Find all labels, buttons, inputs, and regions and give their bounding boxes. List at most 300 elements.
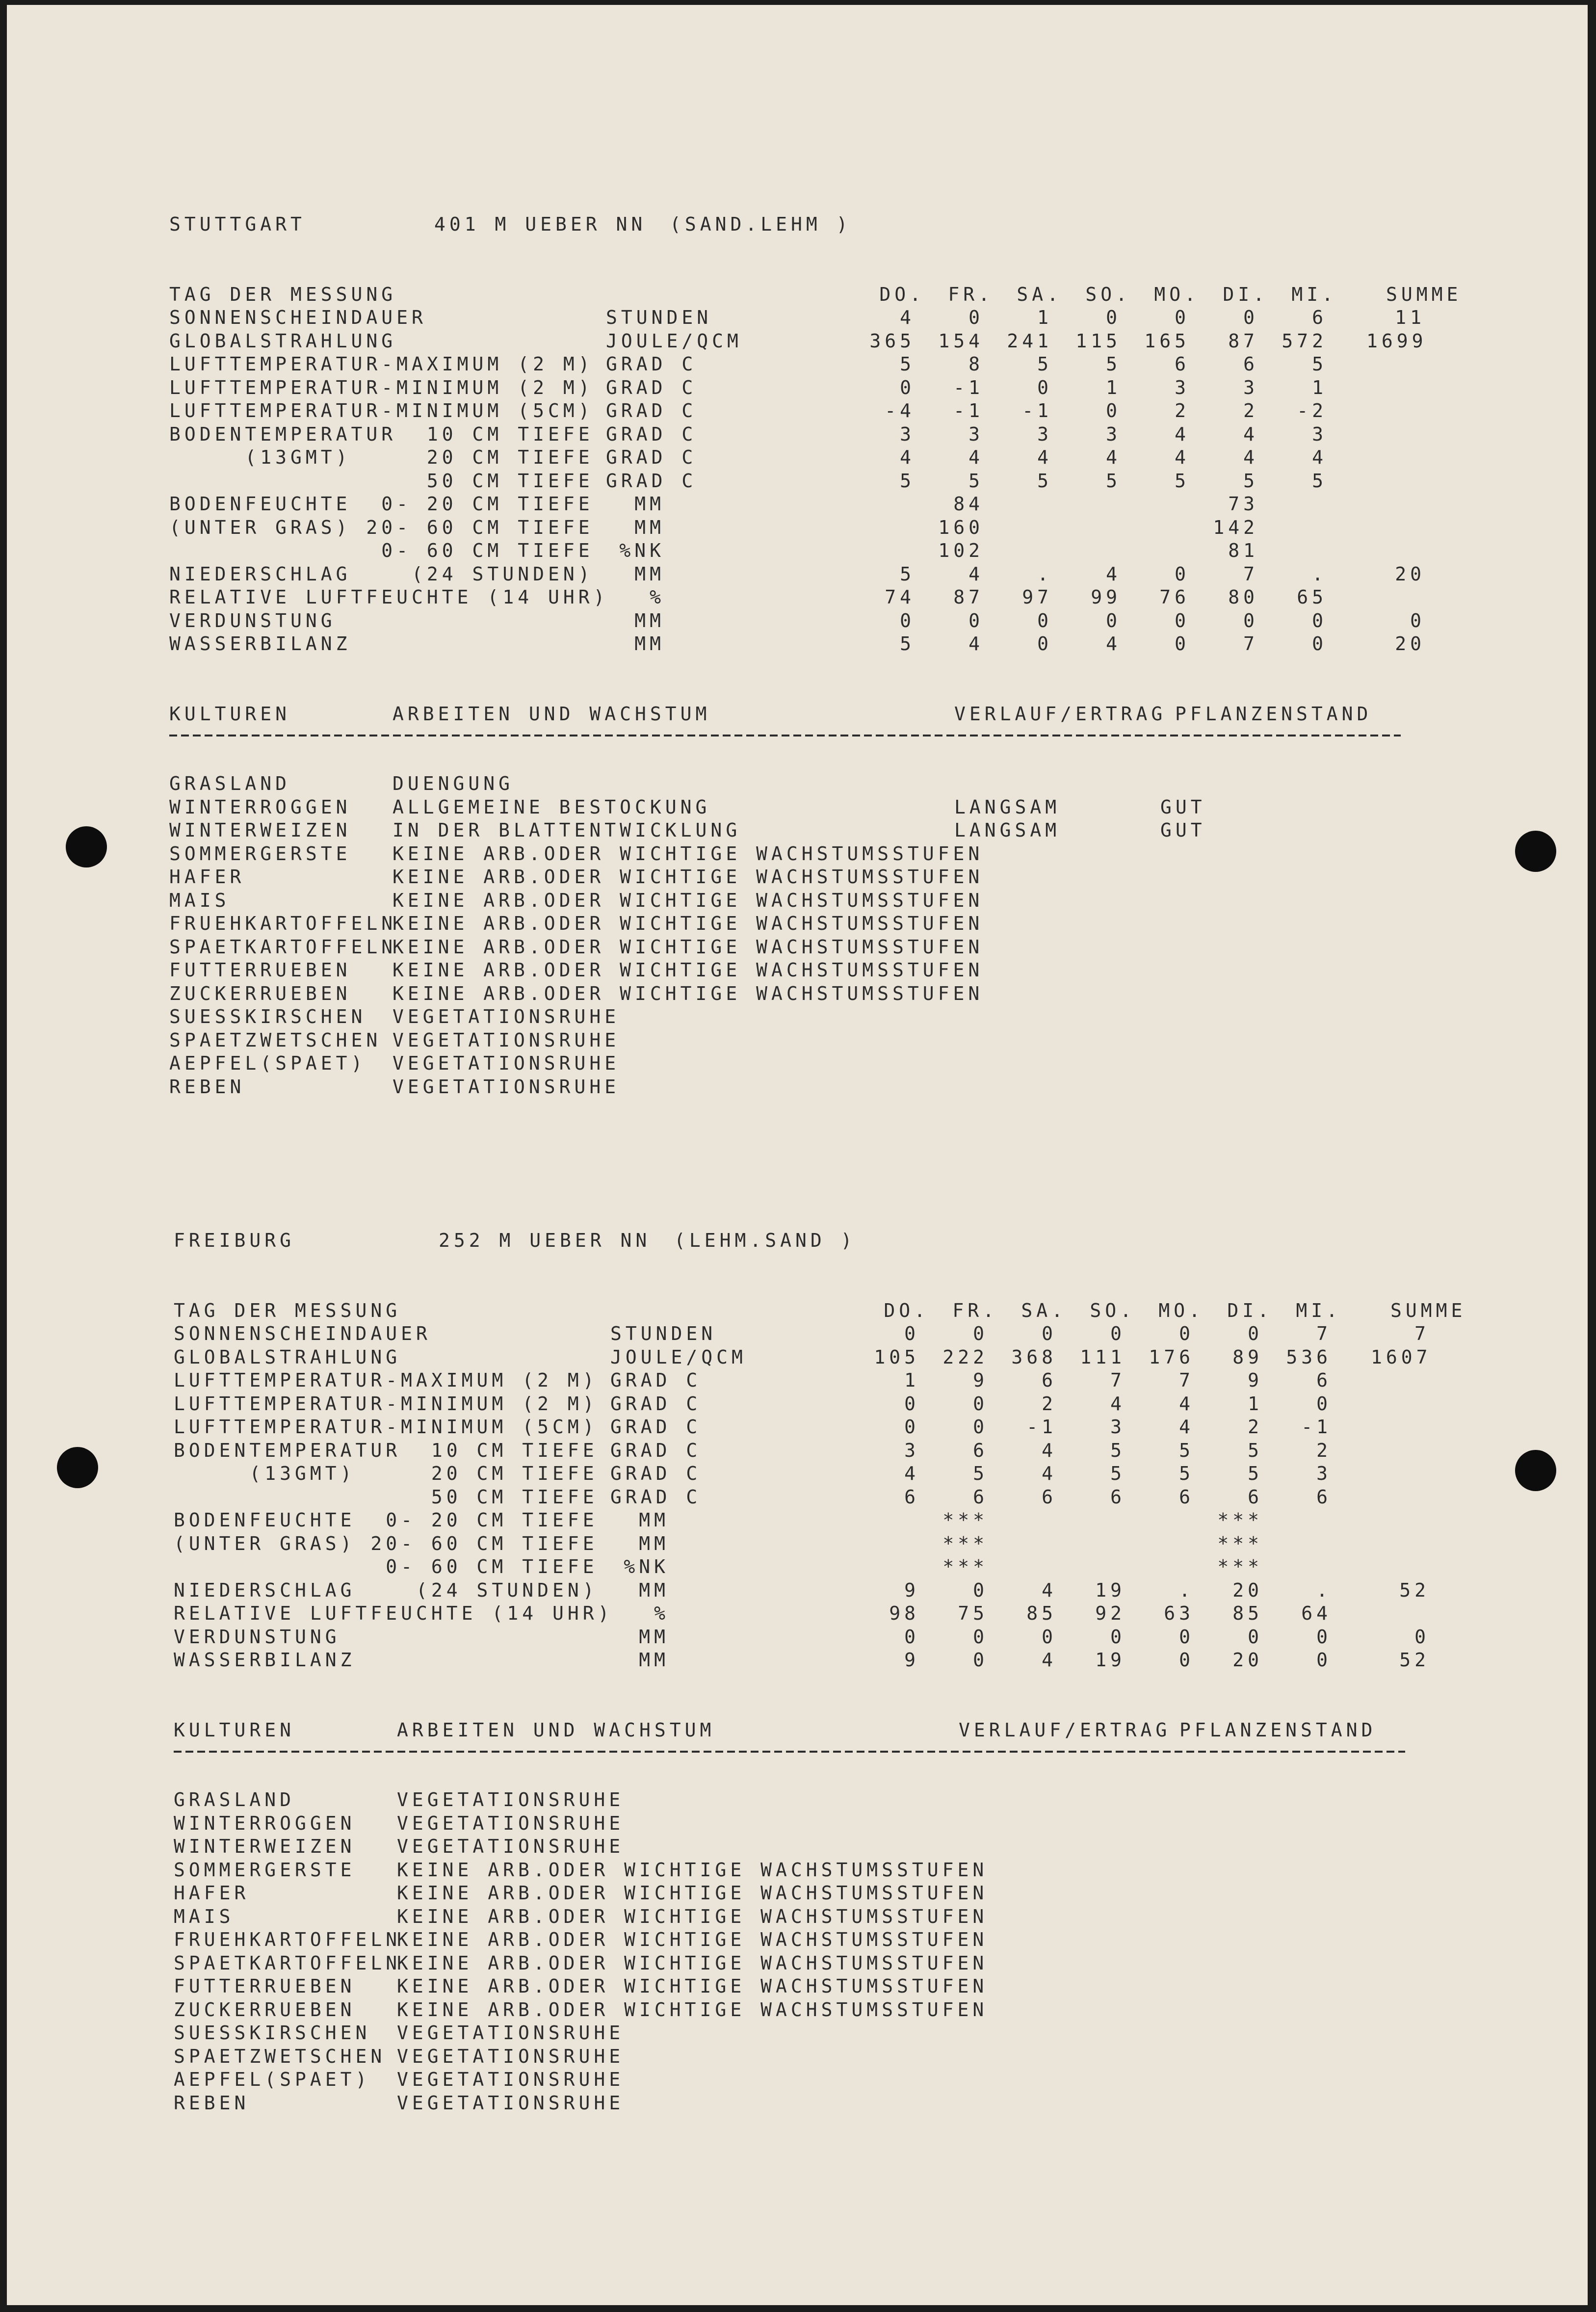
measurement-value: 20 (1232, 1579, 1263, 1601)
measurement-value: 3 (1243, 376, 1258, 398)
station-soil: (SAND.LEHM ) (670, 213, 852, 235)
measurement-value: 0 (973, 1579, 988, 1601)
culture-crop: WINTERWEIZEN (174, 1836, 356, 1857)
culture-row (169, 796, 1425, 819)
measurement-value: 80 (1228, 586, 1258, 608)
measurement-value: 4 (904, 1463, 919, 1484)
measurement-unit: % (654, 1603, 669, 1624)
measurement-value: 0 (973, 1626, 988, 1648)
culture-crop: ZUCKERRUEBEN (169, 982, 351, 1004)
culture-work: KEINE ARB.ODER WICHTIGE WACHSTUMSSTUFEN (392, 982, 984, 1004)
culture-work: VEGETATIONSRUHE (392, 1052, 620, 1074)
dashed-rule (174, 1742, 1405, 1765)
station-title-row (174, 1229, 1430, 1253)
measurement-value: 4 (1243, 447, 1258, 468)
measurement-value: 6 (1248, 1486, 1263, 1508)
culture-row (169, 936, 1425, 959)
measurement-value: 7 (1110, 1369, 1125, 1391)
measurement-value: 0 (1110, 1626, 1125, 1648)
culture-work: KEINE ARB.ODER WICHTIGE WACHSTUMSSTUFEN (397, 1882, 988, 1904)
punch-hole (1515, 1450, 1556, 1491)
measurement-value: 5 (900, 470, 915, 492)
measurement-value: 0 (1316, 1649, 1332, 1671)
measurement-value: 9 (904, 1579, 919, 1601)
day-header: SA. (1017, 283, 1062, 305)
measurement-value: 0 (1042, 1626, 1057, 1648)
measurement-label: (13GMT) 20 CM TIEFE (169, 447, 594, 468)
measurement-value: 0 (1179, 1649, 1194, 1671)
measurement-value: 5 (1037, 470, 1052, 492)
measurement-value: 74 (885, 586, 915, 608)
culture-work: KEINE ARB.ODER WICHTIGE WACHSTUMSSTUFEN (397, 1859, 988, 1881)
measurement-unit: %NK (619, 540, 665, 561)
measurement-label: LUFTTEMPERATUR-MINIMUM (2 M) (174, 1392, 598, 1415)
measurement-label: BODENFEUCHTE 0- 20 CM TIEFE (169, 493, 594, 515)
measurement-value: 5 (900, 633, 915, 655)
measurement-value: 105 (874, 1346, 919, 1368)
culture-work: VEGETATIONSRUHE (392, 1029, 620, 1051)
culture-work: KEINE ARB.ODER WICHTIGE WACHSTUMSSTUFEN (397, 1905, 988, 1927)
measurement-value: 99 (1091, 586, 1121, 608)
measurement-value: 8 (968, 353, 984, 375)
measurement-value: *** (942, 1509, 988, 1531)
measurement-unit: GRAD C (610, 1463, 702, 1484)
measurement-value: 5 (1037, 353, 1052, 375)
measurement-value: 85 (1232, 1603, 1263, 1624)
measurement-unit: MM (639, 1579, 669, 1601)
measurement-value: 0 (1037, 376, 1052, 398)
measurement-value: 0 (1248, 1323, 1263, 1344)
measurement-value: 4 (1106, 563, 1121, 585)
culture-row (169, 982, 1425, 1006)
measurement-value: 5 (1243, 470, 1258, 492)
measurement-unit: MM (634, 516, 665, 538)
measurement-value: 5 (1110, 1439, 1125, 1461)
measurement-row (174, 1626, 1430, 1649)
culture-row (174, 2022, 1430, 2045)
summe-header: SUMME (1390, 1299, 1466, 1321)
measurement-value: 84 (953, 493, 984, 515)
culture-row (174, 2092, 1430, 2115)
measurement-value: 0 (968, 307, 984, 328)
measurement-value: 0 (973, 1392, 988, 1415)
measurement-header-row (169, 283, 1462, 307)
measurement-label: BODENFEUCHTE 0- 20 CM TIEFE (174, 1509, 598, 1531)
measurement-label: NIEDERSCHLAG (24 STUNDEN) (169, 563, 594, 585)
measurement-unit: JOULE/QCM (606, 330, 742, 352)
punch-hole (66, 826, 107, 867)
station-title-row (169, 213, 1425, 236)
culture-crop: SPAETZWETSCHEN (169, 1029, 382, 1051)
measurement-row (174, 1416, 1430, 1439)
measurement-unit: MM (634, 563, 665, 585)
measurement-value: 92 (1095, 1603, 1125, 1624)
culture-crop: SOMMERGERSTE (174, 1859, 356, 1881)
measurement-row (174, 1462, 1430, 1486)
measurement-value: 176 (1149, 1346, 1194, 1368)
measurement-value: 20 (1232, 1649, 1263, 1671)
culture-work: KEINE ARB.ODER WICHTIGE WACHSTUMSSTUFEN (392, 889, 984, 911)
measurement-value: 0 (1106, 307, 1121, 328)
measurement-value: *** (1217, 1556, 1263, 1577)
kulturen-header: KULTUREN (174, 1719, 295, 1741)
measurement-label: LUFTTEMPERATUR-MAXIMUM (2 M) (174, 1369, 598, 1391)
measurement-value: 0 (1316, 1392, 1332, 1415)
measurement-value: 5 (1179, 1439, 1194, 1461)
measurement-row (169, 330, 1425, 353)
measurement-value: 5 (900, 563, 915, 585)
culture-row (174, 1835, 1430, 1859)
measurement-value: 97 (1022, 586, 1052, 608)
measurement-unit: JOULE/QCM (610, 1346, 747, 1368)
measurement-value: 0 (900, 609, 915, 631)
punch-hole (1515, 831, 1556, 872)
culture-crop: WINTERROGGEN (174, 1812, 356, 1834)
measurement-value: 4 (968, 633, 984, 655)
measurement-row (169, 516, 1425, 540)
measurement-unit: GRAD C (606, 470, 697, 492)
measurement-label: GLOBALSTRAHLUNG (174, 1346, 401, 1368)
station-name: FREIBURG (174, 1230, 295, 1251)
culture-row (174, 1882, 1430, 1905)
measurement-value: *** (942, 1556, 988, 1577)
measurement-row (169, 632, 1425, 656)
measurement-row (169, 609, 1425, 633)
culture-work: KEINE ARB.ODER WICHTIGE WACHSTUMSSTUFEN (392, 959, 984, 981)
measurement-unit: GRAD C (606, 423, 697, 445)
culture-stand: GUT (1160, 819, 1206, 841)
measurement-unit: MM (634, 493, 665, 515)
measurement-row (169, 376, 1425, 400)
measurement-value: 0 (1110, 1323, 1125, 1344)
culture-row (169, 842, 1425, 866)
measurement-value: 0 (900, 376, 915, 398)
culture-row (174, 2068, 1430, 2092)
measurement-value: 7 (1179, 1369, 1194, 1391)
measurement-row (169, 470, 1425, 493)
measurement-unit: MM (639, 1649, 669, 1671)
measurement-value: . (1312, 563, 1327, 585)
measurement-label: VERDUNSTUNG (174, 1626, 340, 1648)
culture-row (174, 1952, 1430, 1975)
measurement-value: 2 (1042, 1392, 1057, 1415)
measurement-value: 64 (1301, 1603, 1332, 1624)
measurement-value: 4 (1243, 423, 1258, 445)
measurement-value: 6 (973, 1439, 988, 1461)
culture-crop: HAFER (174, 1882, 250, 1904)
measurement-row (174, 1486, 1430, 1509)
measurement-value: 6 (1316, 1369, 1332, 1391)
measurement-sum: 52 (1399, 1579, 1430, 1601)
measurement-row (174, 1555, 1430, 1579)
culture-crop: SUESSKIRSCHEN (169, 1006, 366, 1027)
measurement-value: -4 (885, 400, 915, 421)
measurement-unit: MM (634, 633, 665, 655)
culture-row (169, 889, 1425, 913)
measurement-value: 572 (1282, 330, 1327, 352)
measurement-value: 1 (1312, 376, 1327, 398)
day-header: SA. (1021, 1299, 1067, 1321)
culture-row (169, 1029, 1425, 1052)
culture-crop: FRUEHKARTOFFELN (174, 1929, 401, 1950)
measurement-value: 5 (973, 1463, 988, 1484)
measurement-value: 2 (1243, 400, 1258, 421)
culture-row (169, 866, 1425, 889)
measurement-value: 4 (1037, 447, 1052, 468)
measurement-value: 73 (1228, 493, 1258, 515)
culture-crop: MAIS (169, 889, 230, 911)
measurement-value: 6 (1042, 1486, 1057, 1508)
measurement-value: 1 (1248, 1392, 1263, 1415)
measurement-unit: GRAD C (606, 353, 697, 375)
culture-row (174, 1998, 1430, 2022)
tag-der-messung-label: TAG DER MESSUNG (174, 1299, 401, 1321)
punch-hole (57, 1447, 98, 1488)
measurement-value: *** (1217, 1532, 1263, 1554)
measurement-sum: 11 (1395, 307, 1425, 328)
measurement-value: 0 (1316, 1626, 1332, 1648)
culture-work: VEGETATIONSRUHE (392, 1006, 620, 1027)
measurement-value: 81 (1228, 540, 1258, 561)
measurement-label: NIEDERSCHLAG (24 STUNDEN) (174, 1579, 598, 1601)
measurement-value: 0 (1175, 633, 1190, 655)
measurement-value: 0 (904, 1626, 919, 1648)
measurement-value: 4 (900, 307, 915, 328)
tag-der-messung-label: TAG DER MESSUNG (169, 283, 397, 305)
culture-row (169, 959, 1425, 982)
measurement-value: 4 (1042, 1439, 1057, 1461)
spacer (169, 236, 1425, 283)
measurement-row (169, 586, 1425, 609)
measurement-value: 5 (968, 470, 984, 492)
measurement-sum: 1699 (1366, 330, 1427, 352)
measurement-value: 7 (1243, 633, 1258, 655)
arbeiten-header: ARBEITEN UND WACHSTUM (397, 1719, 715, 1741)
measurement-row (169, 353, 1425, 376)
measurement-value: 87 (1228, 330, 1258, 352)
measurement-value: 0 (968, 609, 984, 631)
measurement-value: 4 (1106, 447, 1121, 468)
verlauf-header: VERLAUF/ERTRAG (959, 1719, 1171, 1741)
measurement-value: 4 (1110, 1392, 1125, 1415)
measurement-row (174, 1439, 1430, 1463)
measurement-unit: MM (634, 609, 665, 631)
measurement-value: 9 (1248, 1369, 1263, 1391)
culture-crop: WINTERROGGEN (169, 796, 351, 818)
measurement-row (174, 1649, 1430, 1672)
measurement-value: 19 (1095, 1649, 1125, 1671)
pflanzenstand-header: PFLANZENSTAND (1179, 1719, 1377, 1741)
day-header: FR. (952, 1299, 998, 1321)
culture-crop: GRASLAND (174, 1789, 295, 1811)
culture-header-row (174, 1719, 1430, 1742)
day-header: DI. (1223, 283, 1268, 305)
measurement-label: VERDUNSTUNG (169, 609, 336, 631)
culture-row (174, 2045, 1430, 2069)
day-header: SO. (1090, 1299, 1135, 1321)
station-name: STUTTGART (169, 213, 306, 235)
station-soil: (LEHM.SAND ) (674, 1230, 856, 1251)
culture-work: KEINE ARB.ODER WICHTIGE WACHSTUMSSTUFEN (397, 1998, 988, 2021)
measurement-row (169, 399, 1425, 423)
day-header: MO. (1158, 1299, 1204, 1321)
measurement-unit: MM (639, 1626, 669, 1648)
measurement-value: 2 (1316, 1439, 1332, 1461)
dashed-rule (169, 726, 1401, 749)
culture-row (174, 1859, 1430, 1882)
measurement-label: LUFTTEMPERATUR-MINIMUM (5CM) (174, 1416, 598, 1438)
measurement-value: 4 (1175, 447, 1190, 468)
measurement-value: 4 (968, 447, 984, 468)
measurement-value: 9 (973, 1369, 988, 1391)
culture-crop: REBEN (174, 2092, 250, 2114)
measurement-label: RELATIVE LUFTFEUCHTE (14 UHR) (174, 1603, 613, 1624)
measurement-value: 3 (904, 1439, 919, 1461)
measurement-value: 4 (900, 447, 915, 468)
measurement-value: 0 (1248, 1626, 1263, 1648)
measurement-unit: % (650, 586, 665, 608)
culture-work: KEINE ARB.ODER WICHTIGE WACHSTUMSSTUFEN (392, 842, 984, 865)
measurement-row (174, 1322, 1430, 1346)
measurement-value: 5 (1312, 470, 1327, 492)
measurement-header-row (174, 1299, 1466, 1323)
measurement-value: 4 (1106, 633, 1121, 655)
measurement-value: 2 (1248, 1416, 1263, 1438)
spacer (169, 749, 1425, 773)
measurement-value: 3 (1316, 1463, 1332, 1484)
measurement-label: (UNTER GRAS) 20- 60 CM TIEFE (169, 516, 594, 538)
measurement-value: 7 (1316, 1323, 1332, 1344)
measurement-value: 222 (942, 1346, 988, 1368)
measurement-value: 142 (1213, 516, 1258, 538)
day-header: DO. (879, 283, 925, 305)
measurement-value: -1 (953, 400, 984, 421)
measurement-value: -1 (1026, 1416, 1057, 1438)
culture-work: KEINE ARB.ODER WICHTIGE WACHSTUMSSTUFEN (392, 866, 984, 888)
culture-work: ALLGEMEINE BESTOCKUNG (392, 796, 711, 818)
culture-verlauf: LANGSAM (954, 796, 1061, 818)
measurement-value: 4 (1179, 1416, 1194, 1438)
measurement-value: 0 (1106, 609, 1121, 631)
day-header: DI. (1227, 1299, 1273, 1321)
measurement-label: BODENTEMPERATUR 10 CM TIEFE (169, 423, 594, 445)
culture-work: VEGETATIONSRUHE (392, 1076, 620, 1098)
culture-crop: ZUCKERRUEBEN (174, 1998, 356, 2021)
measurement-label: RELATIVE LUFTFEUCHTE (14 UHR) (169, 586, 609, 608)
measurement-value: 160 (938, 516, 984, 538)
measurement-value: 4 (1042, 1649, 1057, 1671)
measurement-value: 63 (1164, 1603, 1194, 1624)
culture-crop: SOMMERGERSTE (169, 842, 351, 865)
measurement-value: 2 (1175, 400, 1190, 421)
measurement-value: 3 (1037, 423, 1052, 445)
measurement-value: 1 (1037, 307, 1052, 328)
measurement-unit: GRAD C (610, 1392, 702, 1415)
day-header: FR. (948, 283, 994, 305)
measurement-value: 0 (1037, 633, 1052, 655)
measurement-unit: MM (639, 1509, 669, 1531)
measurement-row (169, 446, 1425, 470)
measurement-sum: 0 (1414, 1626, 1430, 1648)
measurement-value: 98 (889, 1603, 919, 1624)
measurement-row (174, 1369, 1430, 1392)
measurement-value: 5 (1179, 1463, 1194, 1484)
measurement-value: 365 (869, 330, 915, 352)
measurement-value: 165 (1144, 330, 1190, 352)
measurement-sum: 1607 (1371, 1346, 1432, 1368)
culture-row (169, 1005, 1425, 1029)
culture-work: VEGETATIONSRUHE (397, 2069, 625, 2090)
measurement-row (174, 1602, 1430, 1626)
measurement-value: -1 (953, 376, 984, 398)
culture-crop: SPAETZWETSCHEN (174, 2045, 386, 2067)
measurement-row (169, 306, 1425, 330)
measurement-value: 0 (1179, 1323, 1194, 1344)
measurement-value: 241 (1007, 330, 1052, 352)
culture-crop: SPAETKARTOFFELN (169, 936, 397, 958)
measurement-label: LUFTTEMPERATUR-MINIMUM (2 M) (169, 376, 594, 398)
measurement-unit: GRAD C (606, 447, 697, 468)
measurement-value: 0 (1179, 1626, 1194, 1648)
measurement-value: 89 (1232, 1346, 1263, 1368)
measurement-sum: 52 (1399, 1649, 1430, 1671)
culture-row (174, 1975, 1430, 1998)
measurement-label: LUFTTEMPERATUR-MINIMUM (5CM) (169, 400, 594, 421)
culture-row (174, 1812, 1430, 1836)
day-header: MI. (1296, 1299, 1341, 1321)
measurement-label: BODENTEMPERATUR 10 CM TIEFE (174, 1439, 598, 1461)
measurement-value: 1 (904, 1369, 919, 1391)
measurement-value: -1 (1022, 400, 1052, 421)
measurement-value: 6 (1243, 353, 1258, 375)
measurement-value: 0 (1312, 609, 1327, 631)
culture-crop: FUTTERRUEBEN (174, 1975, 356, 1997)
measurement-value: 5 (1106, 470, 1121, 492)
measurement-value: 3 (1110, 1416, 1125, 1438)
culture-work: KEINE ARB.ODER WICHTIGE WACHSTUMSSTUFEN (397, 1952, 988, 1974)
culture-work: VEGETATIONSRUHE (397, 1836, 625, 1857)
kulturen-header: KULTUREN (169, 703, 291, 725)
measurement-value: 7 (1243, 563, 1258, 585)
measurement-sum: 20 (1395, 563, 1425, 585)
measurement-value: 4 (968, 563, 984, 585)
measurement-value: 536 (1286, 1346, 1332, 1368)
measurement-row (169, 563, 1425, 586)
measurement-label: 50 CM TIEFE (169, 470, 594, 492)
station-stuttgart (169, 213, 1462, 1099)
measurement-value: 5 (900, 353, 915, 375)
measurement-sum: 7 (1414, 1323, 1430, 1344)
measurement-value: 6 (973, 1486, 988, 1508)
culture-work: VEGETATIONSRUHE (397, 2022, 625, 2044)
measurement-value: 85 (1026, 1603, 1057, 1624)
measurement-value: 4 (1175, 423, 1190, 445)
measurement-value: 3 (1106, 423, 1121, 445)
measurement-label: 0- 60 CM TIEFE (174, 1556, 598, 1577)
measurement-label: WASSERBILANZ (169, 633, 351, 655)
measurement-unit: GRAD C (610, 1439, 702, 1461)
measurement-value: 0 (1175, 307, 1190, 328)
summe-header: SUMME (1386, 283, 1462, 305)
culture-row (169, 819, 1425, 842)
measurement-value: 0 (1243, 609, 1258, 631)
measurement-row (174, 1509, 1430, 1532)
measurement-label: 50 CM TIEFE (174, 1486, 598, 1508)
measurement-label: 0- 60 CM TIEFE (169, 540, 594, 561)
measurement-value: . (1179, 1579, 1194, 1601)
measurement-value: 4 (1042, 1463, 1057, 1484)
measurement-label: LUFTTEMPERATUR-MAXIMUM (2 M) (169, 353, 594, 375)
